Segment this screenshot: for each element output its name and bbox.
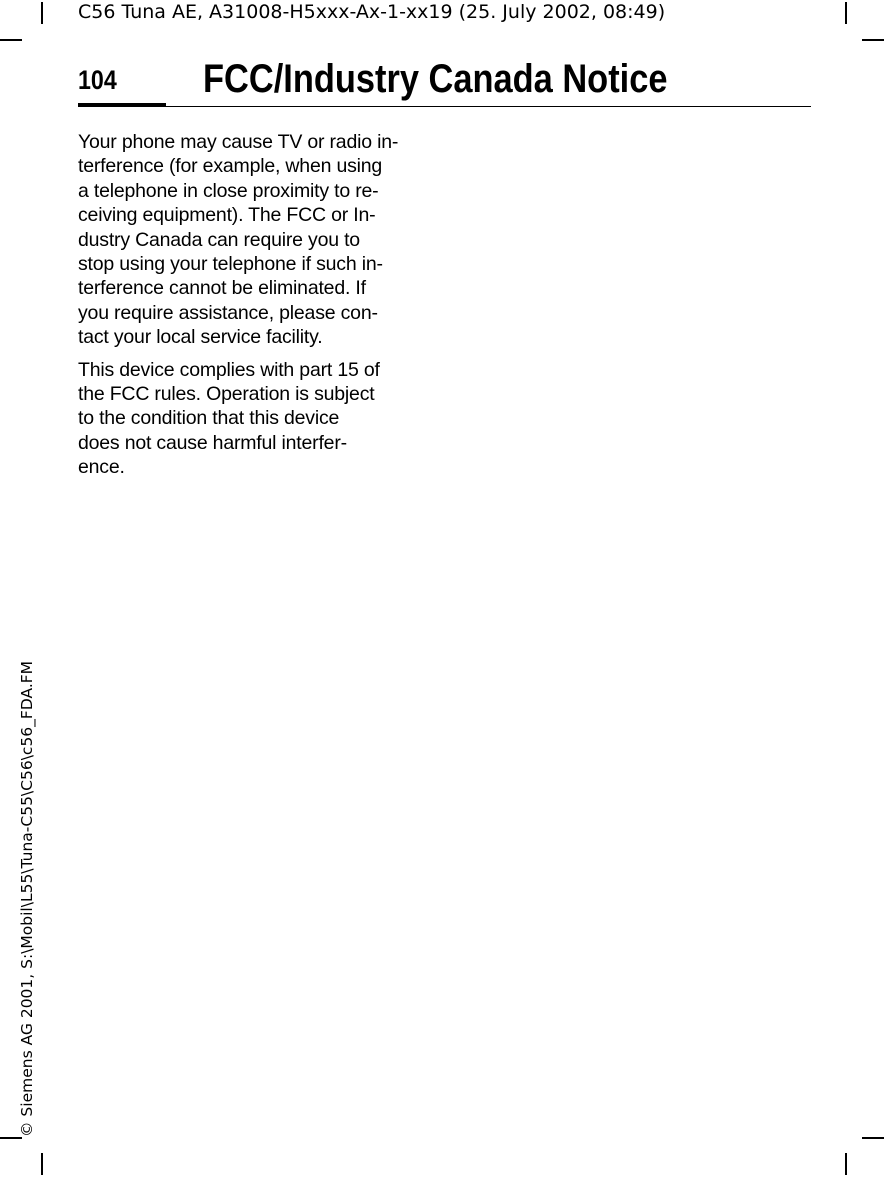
crop-mark-bottom-left-horizontal	[0, 1137, 22, 1139]
text-line: ceiving equipment). The FCC or In-	[78, 204, 376, 227]
crop-mark-top-left-vertical	[41, 2, 43, 24]
header-rule-thin	[166, 106, 811, 107]
crop-mark-bottom-right-vertical	[845, 1153, 847, 1175]
crop-mark-bottom-left-vertical	[41, 1153, 43, 1175]
paragraph-interference	[78, 130, 430, 350]
paragraph-compliance	[78, 358, 430, 480]
text-line: a telephone in close proximity to re-	[78, 179, 379, 202]
text-line: stop using your telephone if such in-	[78, 253, 383, 276]
text-line: ence.	[78, 456, 125, 479]
page-number: 104	[78, 65, 117, 95]
text-line: Your phone may cause TV or radio in-	[78, 131, 399, 153]
text-line: terference cannot be eliminated. If	[78, 277, 366, 300]
text-line: does not cause harmful interfer-	[78, 431, 347, 454]
crop-mark-top-right-vertical	[845, 2, 847, 24]
print-header: C56 Tuna AE, A31008-H5xxx-Ax-1-xx19 (25. July 2002, 08:49)	[78, 1, 666, 23]
copyright-side-note: © Siemens AG 2001, S:\Mobil\L55\Tuna-C55\C56\c56_FDA.FM	[18, 660, 36, 1137]
body-text	[78, 130, 430, 488]
text-line: tact your local service facility.	[78, 326, 323, 349]
crop-mark-bottom-right-horizontal	[862, 1137, 884, 1139]
crop-mark-top-left-horizontal	[0, 39, 22, 41]
crop-mark-top-right-horizontal	[862, 39, 884, 41]
text-line: to the condition that this device	[78, 407, 340, 430]
page-title: FCC/Industry Canada Notice	[203, 57, 668, 101]
text-line: This device complies with part 15 of	[78, 358, 380, 381]
text-line: the FCC rules. Operation is subject	[78, 383, 375, 406]
header-rule-thick	[78, 103, 166, 107]
text-line: dustry Canada can require you to	[78, 228, 360, 251]
text-line: you require assistance, please con-	[78, 301, 378, 324]
text-line: terference (for example, when using	[78, 155, 383, 178]
